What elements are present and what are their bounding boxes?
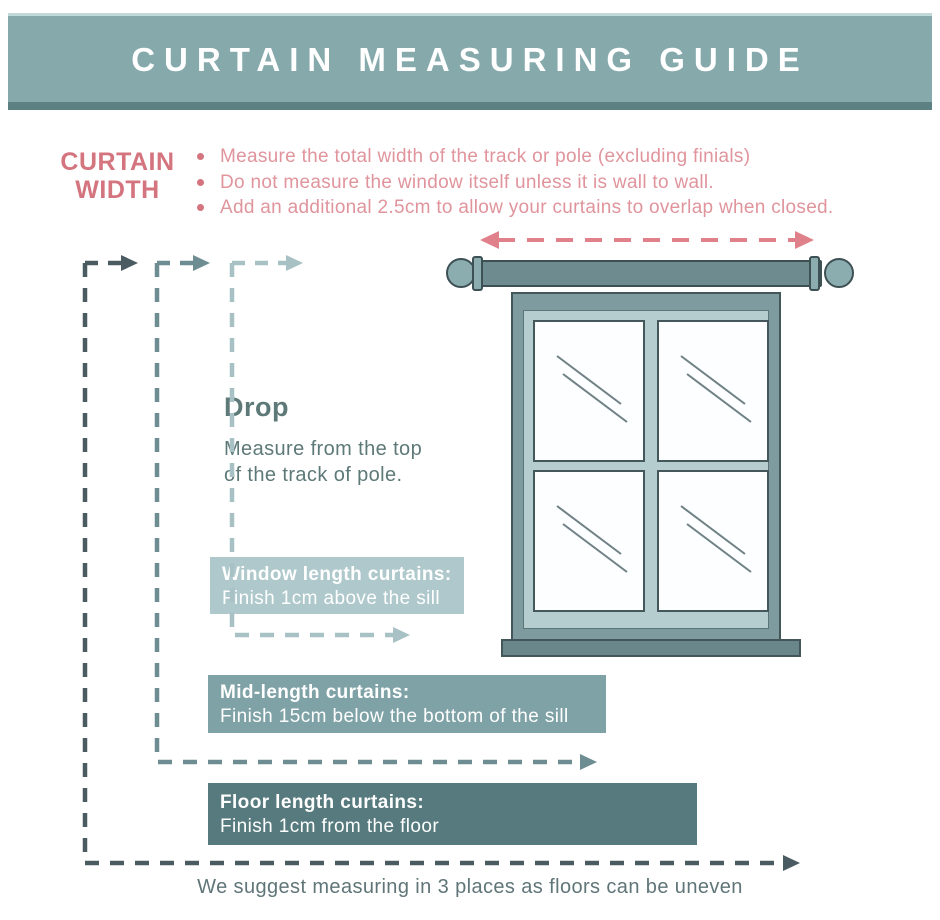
floor-length-box	[208, 783, 697, 845]
pole-collar-left-icon	[472, 256, 483, 291]
curtain-pole-icon	[476, 260, 822, 287]
pane-reflection-icon	[535, 322, 643, 460]
floor-length-subtitle: Finish 1cm from the floor	[220, 816, 440, 837]
window-pane	[533, 470, 645, 612]
window-sill-icon	[501, 639, 801, 657]
bullet-dot-icon	[197, 204, 204, 211]
drop-description-line1: Measure from the top	[224, 438, 423, 460]
mid-length-subtitle: Finish 15cm below the bottom of the sill	[220, 706, 569, 727]
pane-reflection-icon	[659, 472, 767, 610]
pole-collar-right-icon	[809, 256, 820, 291]
bullet-text: Add an additional 2.5cm to allow your curtains to overlap when closed.	[220, 197, 834, 218]
bullet-item	[193, 144, 913, 170]
window-length-subtitle: Finish 1cm above the sill	[222, 588, 441, 609]
bullet-text: Do not measure the window itself unless it is wall to wall.	[220, 171, 714, 193]
title-banner	[8, 13, 932, 110]
curtain-width-line1: CURTAIN	[60, 148, 175, 176]
curtain-width-heading	[45, 148, 190, 204]
footer-note: We suggest measuring in 3 places as floors can be uneven	[197, 876, 743, 898]
width-measure-arrow-icon	[480, 231, 814, 249]
bullet-dot-icon	[197, 179, 204, 186]
bullet-text: Measure the total width of the track or pole (excluding finials)	[220, 146, 751, 167]
window-length-box	[210, 557, 464, 614]
page-title: CURTAIN MEASURING GUIDE	[131, 41, 809, 78]
drop-heading: Drop	[224, 392, 289, 422]
pane-reflection-icon	[659, 322, 767, 460]
bullet-item	[193, 170, 913, 196]
window-pane	[657, 470, 769, 612]
mid-length-title: Mid-length curtains:	[220, 682, 410, 703]
pane-reflection-icon	[535, 472, 643, 610]
mid-length-box	[208, 675, 606, 733]
window-pane	[533, 320, 645, 462]
window-length-title: Window length curtains:	[222, 564, 452, 585]
curtain-width-line2: WIDTH	[75, 176, 160, 204]
floor-length-title: Floor length curtains:	[220, 792, 425, 813]
curtain-width-bullet-list	[193, 144, 913, 221]
pole-finial-right-icon	[824, 258, 854, 288]
bullet-dot-icon	[197, 153, 204, 160]
drop-description-line2: of the track of pole.	[224, 464, 403, 486]
bullet-item	[193, 195, 913, 221]
drop-description	[224, 436, 422, 488]
window-pane	[657, 320, 769, 462]
